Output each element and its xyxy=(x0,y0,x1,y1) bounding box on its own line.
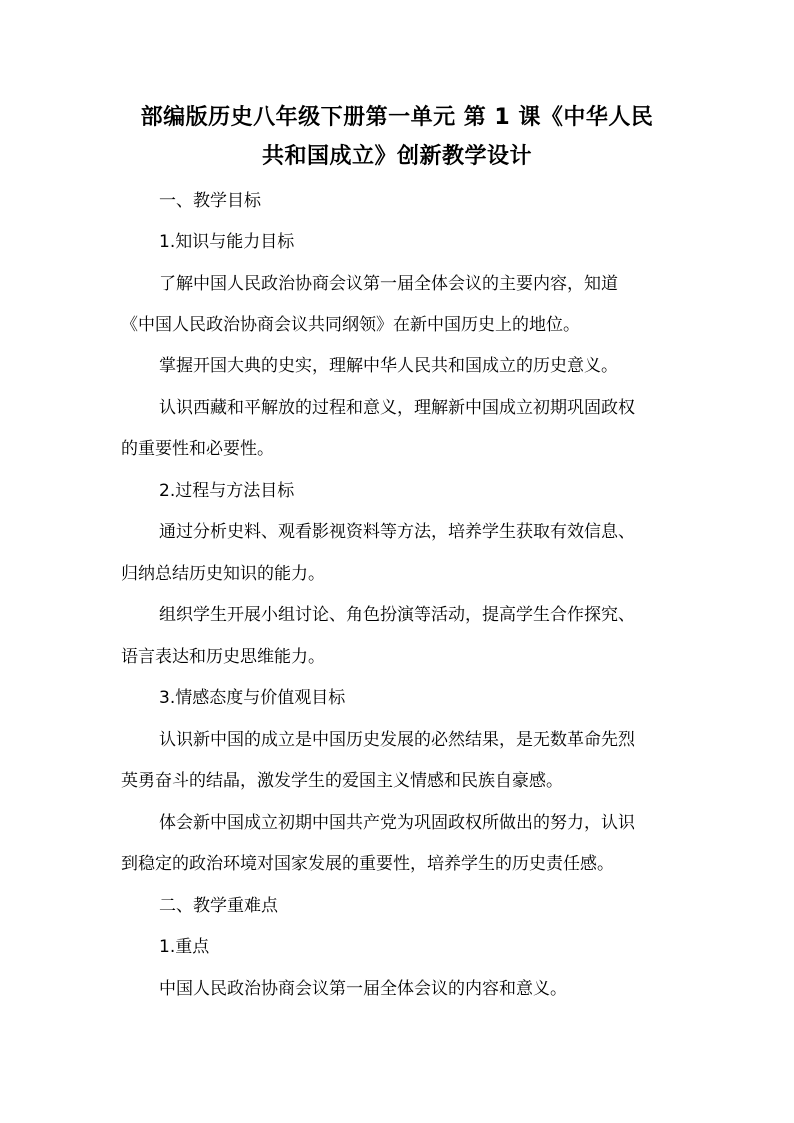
paragraph-line: 的重要性和必要性。 xyxy=(121,439,274,459)
paragraph-line: 认识新中国的成立是中国历史发展的必然结果，是无数革命先烈 xyxy=(159,730,635,750)
subheading-process-method: 2.过程与方法目标 xyxy=(159,481,295,501)
subheading-emotion-values: 3.情感态度与价值观目标 xyxy=(159,688,346,708)
document-title-line-1: 部编版历史八年级下册第一单元 第 1 课《中华人民 xyxy=(140,105,654,130)
section-heading-teaching-goals: 一、教学目标 xyxy=(159,191,261,211)
paragraph-line: 体会新中国成立初期中国共产党为巩固政权所做出的努力，认识 xyxy=(159,813,635,833)
subheading-knowledge-ability: 1.知识与能力目标 xyxy=(159,232,295,252)
paragraph-line: 归纳总结历史知识的能力。 xyxy=(121,564,325,584)
paragraph-line: 语言表达和历史思维能力。 xyxy=(121,647,325,667)
paragraph-line: 《中国人民政治协商会议共同纲领》在新中国历史上的地位。 xyxy=(121,315,580,335)
paragraph-line: 认识西藏和平解放的过程和意义，理解新中国成立初期巩固政权 xyxy=(159,398,635,418)
document-title-line-2: 共和国成立》创新教学设计 xyxy=(261,144,532,169)
paragraph-line: 中国人民政治协商会议第一届全体会议的内容和意义。 xyxy=(159,979,567,999)
paragraph-line: 了解中国人民政治协商会议第一届全体会议的主要内容，知道 xyxy=(159,274,618,294)
paragraph-line: 英勇奋斗的结晶，激发学生的爱国主义情感和民族自豪感。 xyxy=(121,771,563,791)
paragraph-line: 掌握开国大典的史实，理解中华人民共和国成立的历史意义。 xyxy=(159,356,618,376)
paragraph-line: 组织学生开展小组讨论、角色扮演等活动，提高学生合作探究、 xyxy=(159,605,635,625)
paragraph-line: 通过分析史料、观看影视资料等方法，培养学生获取有效信息、 xyxy=(159,522,635,542)
subheading-key-points: 1.重点 xyxy=(159,937,210,957)
section-heading-key-difficult-points: 二、教学重难点 xyxy=(159,896,278,916)
paragraph-line: 到稳定的政治环境对国家发展的重要性，培养学生的历史责任感。 xyxy=(121,854,614,874)
